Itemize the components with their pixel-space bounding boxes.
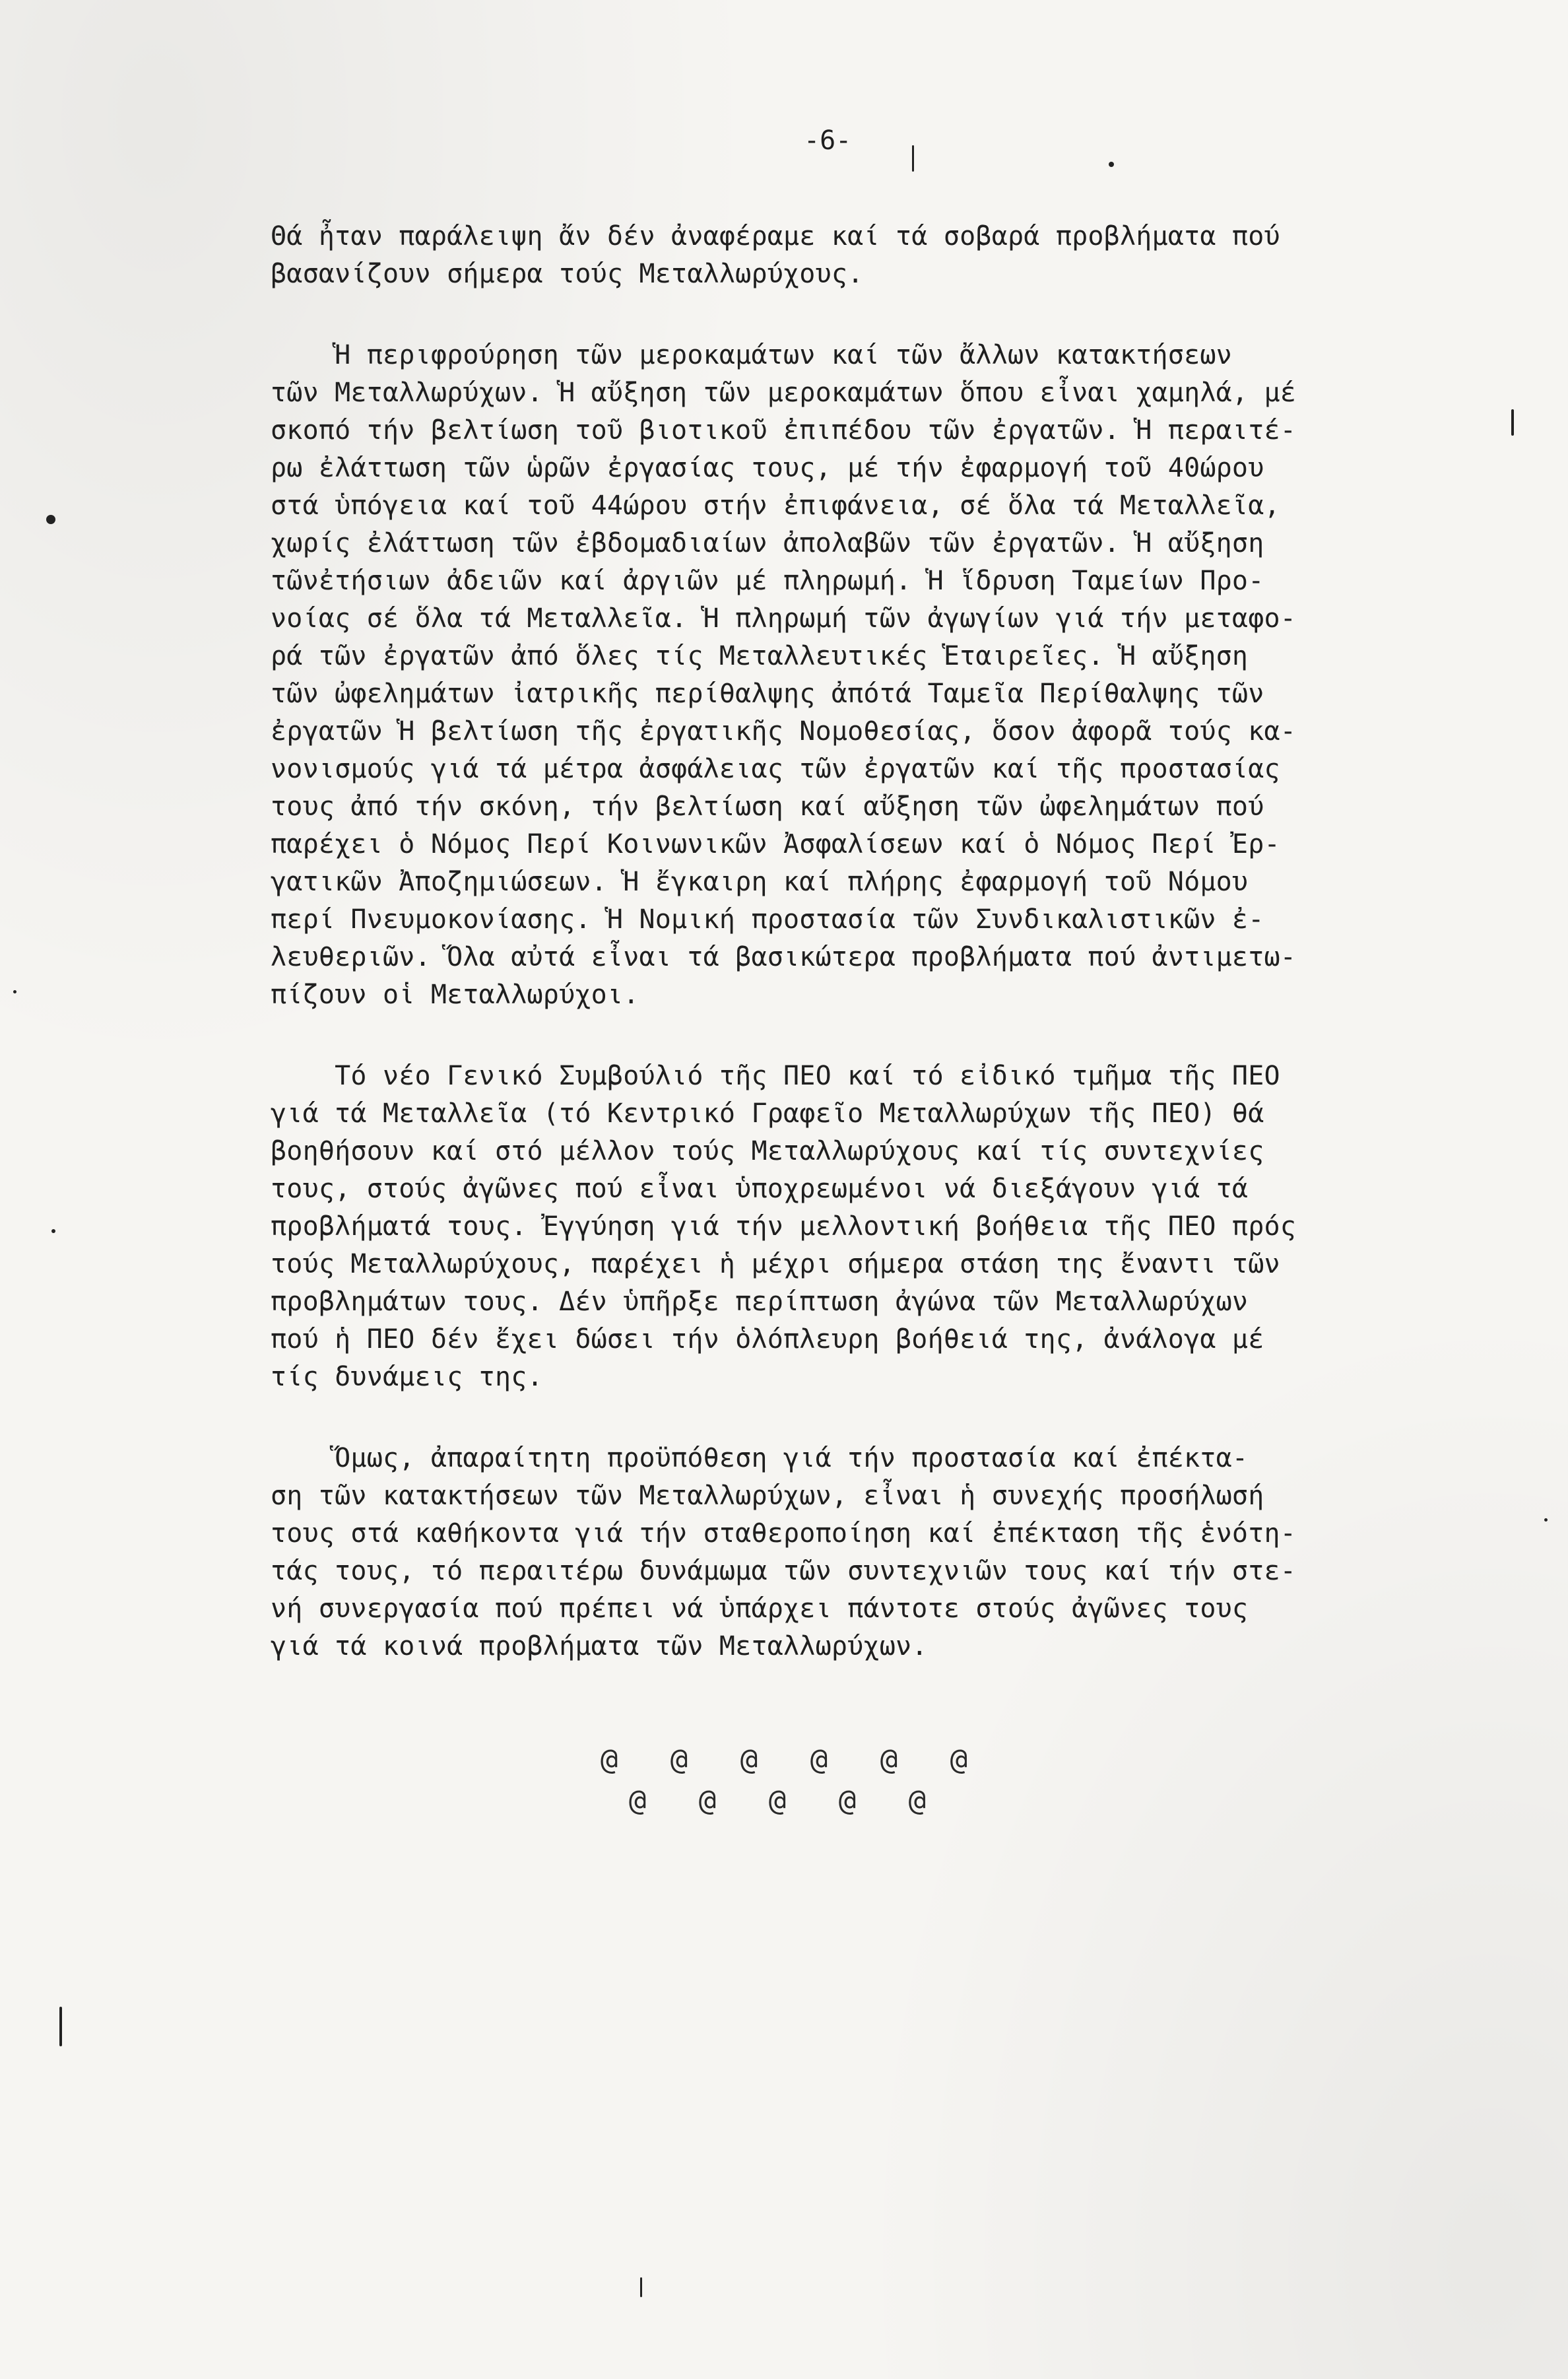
text-line: πίζουν οἱ Μεταλλωρύχοι. [271,980,639,1010]
text-line: γατικῶν Ἀποζημιώσεων. Ἡ ἔγκαιρη καί πλήρης ἐφαρμογή τοῦ Νόμου [271,867,1249,897]
ornament-row-2: @ @ @ @ @ [628,1784,927,1817]
text-line: γιά τά Μεταλλεῖα (τό Κεντρικό Γραφεῖο Μεταλλωρύχων τῆς ΠΕΟ) θά [271,1098,1264,1129]
text-line: τῶν ὠφελημάτων ἰατρικῆς περίθαλψης ἀπότά Ταμεῖα Περίθαλψης τῶν [271,679,1264,709]
text-line: τάς τους, τό περαιτέρω δυνάμωμα τῶν συντεχνιῶν τους καί τήν στε- [271,1556,1297,1586]
scan-speck [640,2277,642,2297]
page-number: -6- [804,125,852,156]
text-line: νή συνεργασία πού πρέπει νά ὑπάρχει πάντοτε στούς ἀγῶνες τους [271,1593,1249,1624]
text-line: Τό νέο Γενικό Συμβούλιό τῆς ΠΕΟ καί τό εἰδικό τμῆμα τῆς ΠΕΟ [271,1061,1280,1091]
text-line: λευθεριῶν. Ὅλα αὐτά εἶναι τά βασικώτερα προβλήματα πού ἀντιμετω- [271,942,1297,972]
paragraph-4 [271,1440,1419,1665]
scan-speck [1109,162,1114,167]
text-line: Ἡ περιφρούρηση τῶν μεροκαμάτων καί τῶν ἄλλων κατακτήσεων [271,340,1232,370]
text-line: χωρίς ἐλάττωση τῶν ἐβδομαδιαίων ἀπολαβῶν τῶν ἐργατῶν. Ἡ αὔξηση [271,528,1264,558]
text-line: τους ἀπό τήν σκόνη, τήν βελτίωση καί αὔξηση τῶν ὠφελημάτων πού [271,791,1264,822]
text-line: Θά ἦταν παράλειψη ἄν δέν ἀναφέραμε καί τά σοβαρά προβλήματα πού [271,221,1280,251]
scan-speck [1511,409,1514,436]
text-line: ση τῶν κατακτήσεων τῶν Μεταλλωρύχων, εἶναι ἡ συνεχής προσήλωσή [271,1481,1264,1511]
scan-speck [46,515,55,524]
scan-speck [51,1229,55,1233]
scan-speck [59,2007,62,2046]
ornament-row-1: @ @ @ @ @ @ [600,1743,968,1776]
text-line: τῶνἐτήσιων ἀδειῶν καί ἀργιῶν μέ πληρωμή. Ἡ ἵδρυση Ταμείων Προ- [271,566,1264,596]
text-line: ρά τῶν ἐργατῶν ἀπό ὅλες τίς Μεταλλευτικές Ἑταιρεῖες. Ἡ αὔξηση [271,641,1249,671]
paragraph-2 [271,337,1419,1014]
paragraph-gap [271,1396,1419,1440]
text-line: νονισμούς γιά τά μέτρα ἀσφάλειας τῶν ἐργατῶν καί τῆς προστασίας [271,754,1280,784]
closing-ornaments [0,1743,1568,1825]
text-line: Ὅμως, ἀπαραίτητη προϋπόθεση γιά τήν προστασία καί ἐπέκτα- [271,1443,1249,1473]
text-line: βασανίζουν σήμερα τούς Μεταλλωρύχους. [271,259,864,289]
paragraph-1 [271,218,1419,293]
paragraph-gap [271,293,1419,337]
text-line: γιά τά κοινά προβλήματα τῶν Μεταλλωρύχων. [271,1631,928,1661]
text-line: βοηθήσουν καί στό μέλλον τούς Μεταλλωρύχους καί τίς συντεχνίες [271,1136,1264,1166]
text-line: προβλήματά τους. Ἐγγύηση γιά τήν μελλοντική βοήθεια τῆς ΠΕΟ πρός [271,1211,1297,1242]
text-line: ρω ἐλάττωση τῶν ὡρῶν ἐργασίας τους, μέ τήν ἐφαρμογή τοῦ 40ώρου [271,453,1264,483]
text-line: σκοπό τήν βελτίωση τοῦ βιοτικοῦ ἐπιπέδου τῶν ἐργατῶν. Ἡ περαιτέ- [271,415,1297,446]
text-line: τούς Μεταλλωρύχους, παρέχει ἡ μέχρι σήμερα στάση της ἔναντι τῶν [271,1249,1280,1279]
text-line: προβλημάτων τους. Δέν ὑπῆρξε περίπτωση ἀγώνα τῶν Μεταλλωρύχων [271,1287,1249,1317]
text-line: τους στά καθήκοντα γιά τήν σταθεροποίηση καί ἐπέκταση τῆς ἑνότη- [271,1518,1297,1549]
text-line: πού ἡ ΠΕΟ δέν ἔχει δώσει τήν ὁλόπλευρη βοήθειά της, ἀνάλογα μέ [271,1324,1264,1355]
scan-speck [1544,1518,1548,1522]
text-line: ἐργατῶν Ἡ βελτίωση τῆς ἐργατικῆς Νομοθεσίας, ὅσον ἀφορᾶ τούς κα- [271,716,1297,747]
text-line: νοίας σέ ὅλα τά Μεταλλεῖα. Ἡ πληρωμή τῶν ἀγωγίων γιά τήν μεταφο- [271,603,1297,634]
paragraph-gap [271,1014,1419,1057]
text-line: στά ὑπόγεια καί τοῦ 44ώρου στήν ἐπιφάνεια, σέ ὅλα τά Μεταλλεῖα, [271,490,1280,521]
text-line: τίς δυνάμεις της. [271,1362,543,1392]
scan-speck [13,990,16,993]
scan-speck [912,145,914,172]
paragraph-3 [271,1057,1419,1396]
text-line: παρέχει ὁ Νόμος Περί Κοινωνικῶν Ἀσφαλίσεων καί ὁ Νόμος Περί Ἐρ- [271,829,1280,859]
text-line: τους, στούς ἀγῶνες πού εἶναι ὑποχρεωμένοι νά διεξάγουν γιά τά [271,1174,1249,1204]
document-body [271,218,1419,1665]
text-line: τῶν Μεταλλωρύχων. Ἡ αὔξηση τῶν μεροκαμάτων ὅπου εἶναι χαμηλά, μέ [271,378,1297,408]
text-line: περί Πνευμοκονίασης. Ἡ Νομική προστασία τῶν Συνδικαλιστικῶν ἐ- [271,904,1264,935]
